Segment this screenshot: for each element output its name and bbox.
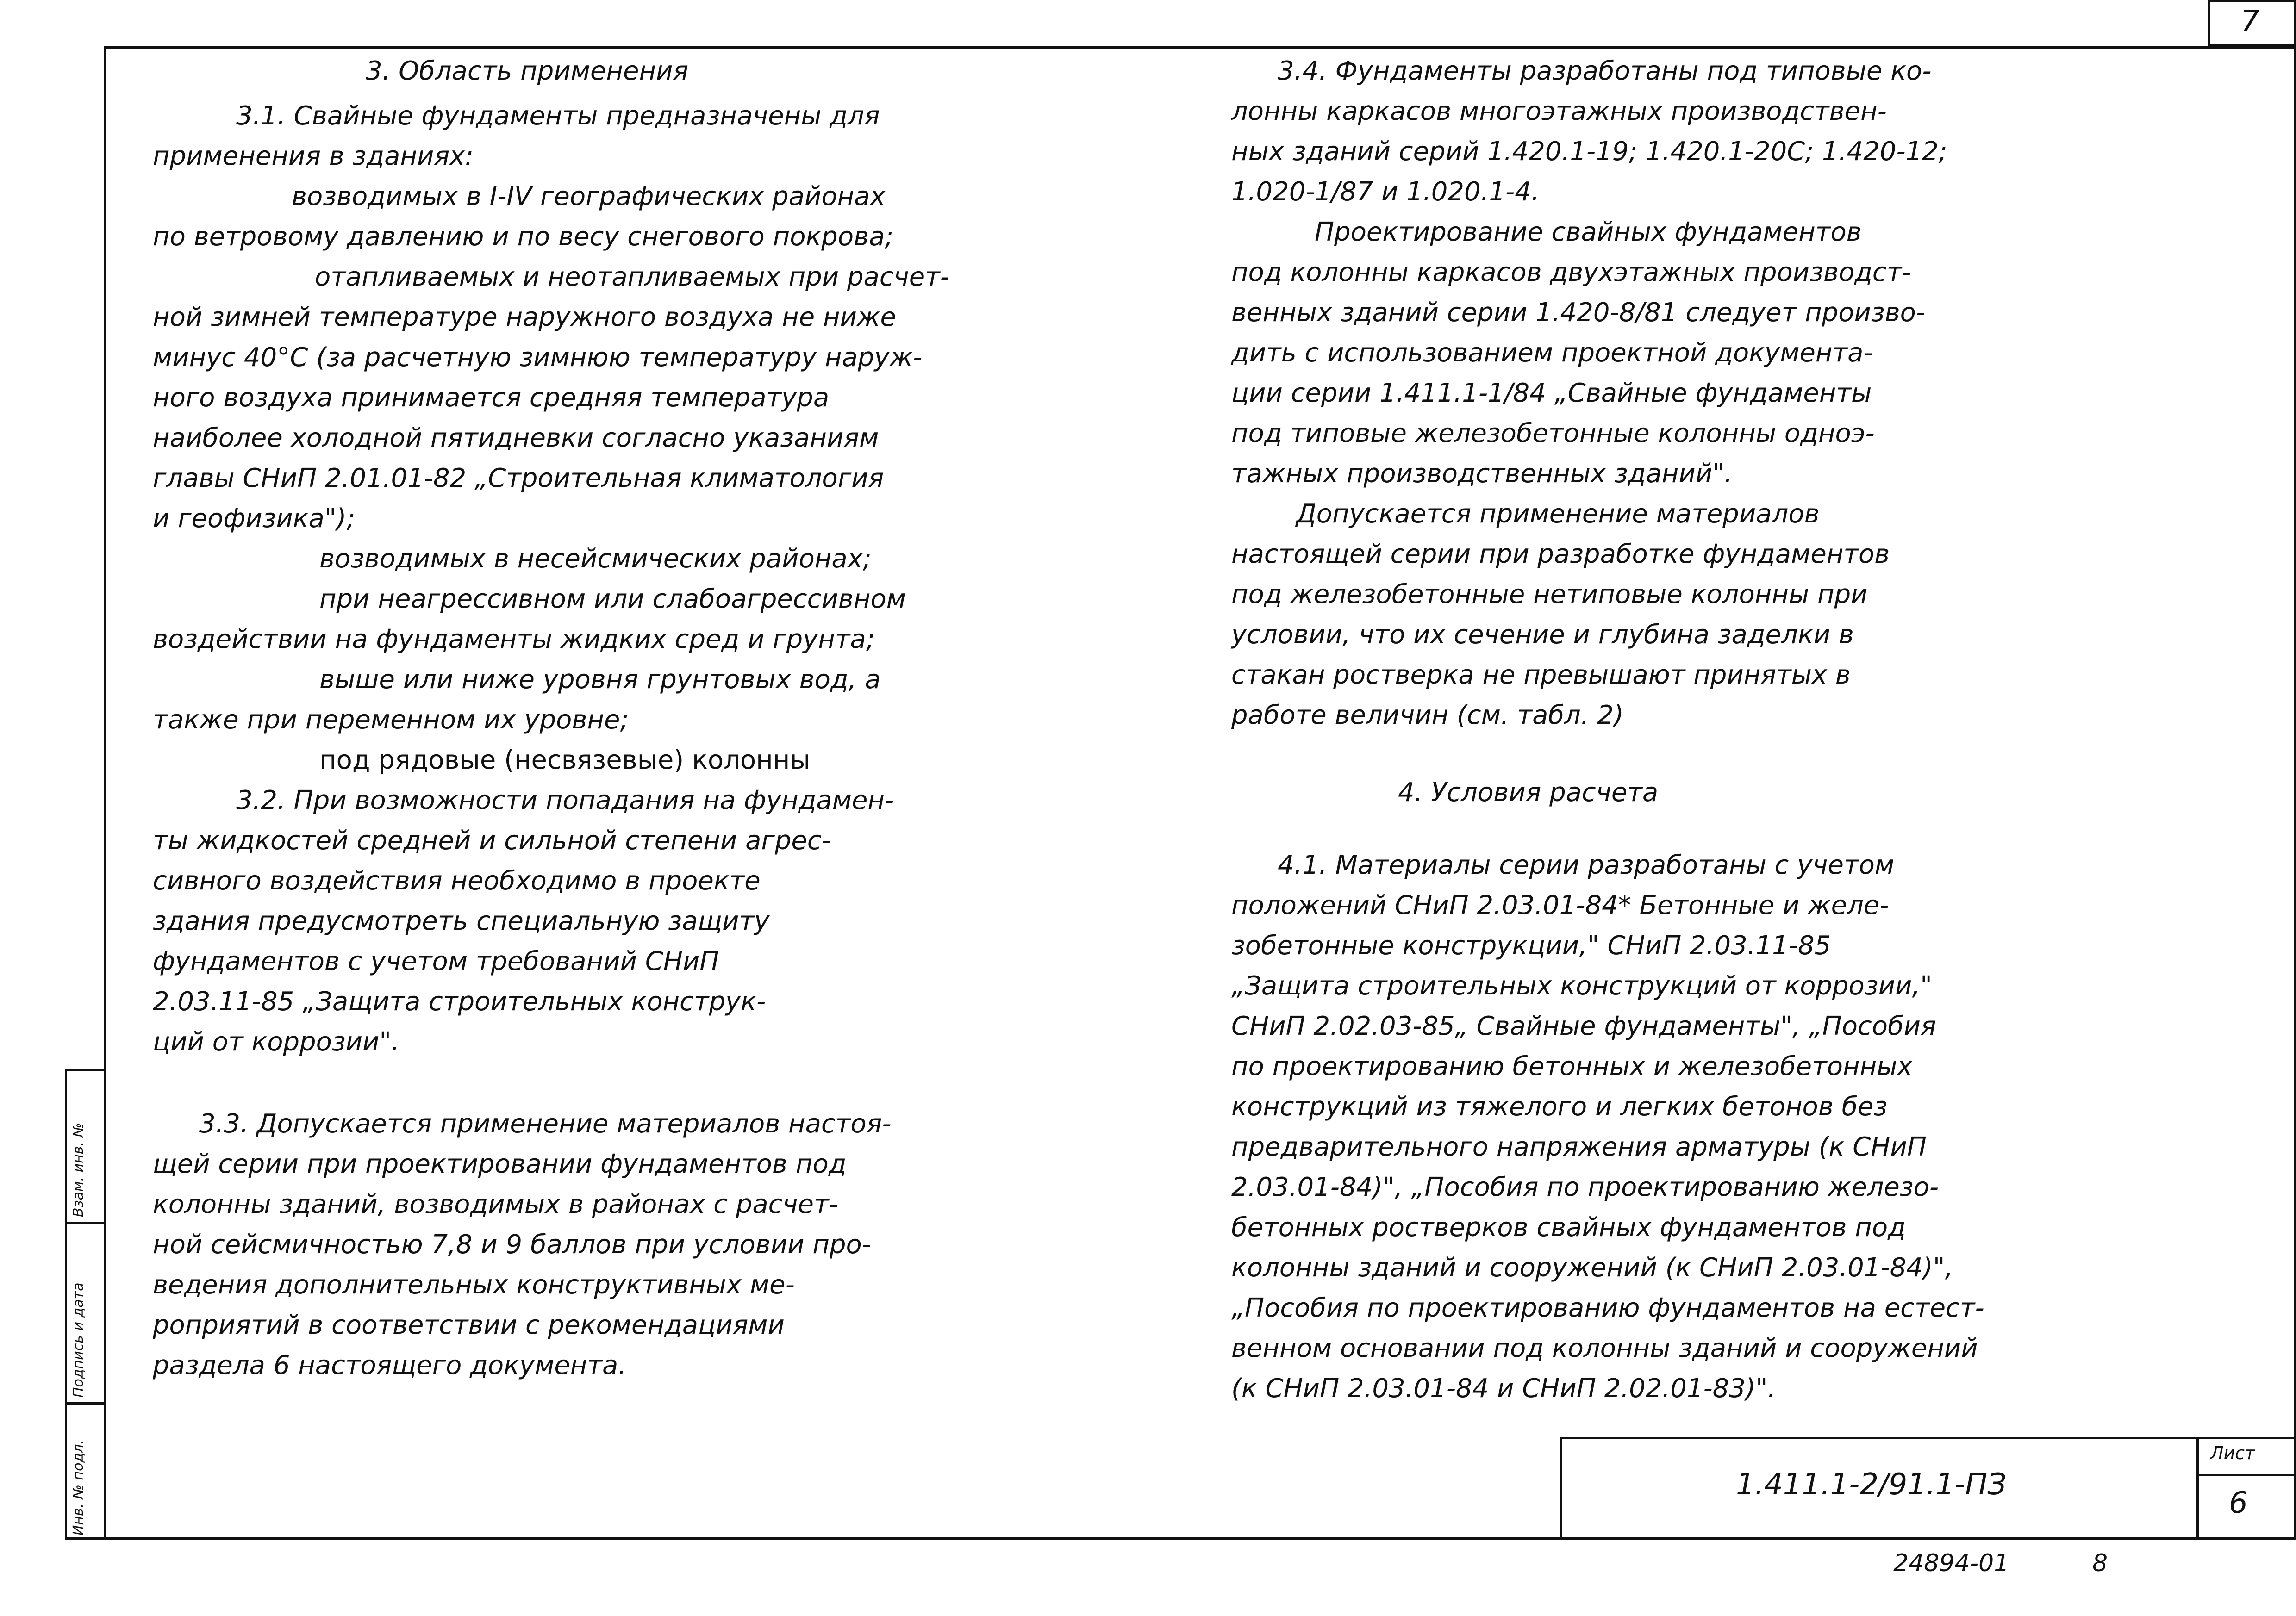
text-line: „Пособия по проектированию фундаментов на естест- — [1231, 1293, 1984, 1323]
text-line: 3.1. Свайные фундаменты предназначены для — [236, 101, 880, 131]
text-line: лонны каркасов многоэтажных производствен- — [1231, 96, 1887, 126]
text-line: колонны зданий и сооружений (к СНиП 2.03.01-84)", — [1231, 1253, 1953, 1283]
title-block-divider — [2196, 1437, 2199, 1540]
left-column — [153, 51, 1194, 1386]
text-line: раздела 6 настоящего документа. — [153, 1350, 627, 1380]
text-line: конструкций из тяжелого и легких бетонов без — [1231, 1092, 1888, 1122]
text-line: 2.03.11-85 „Защита строительных конструк- — [153, 987, 766, 1017]
text-line: также при переменном их уровне; — [153, 705, 629, 735]
sidebar-vzam-inv: Взам. инв. № — [70, 1123, 87, 1217]
sidebar-podpis-data: Подпись и дата — [70, 1282, 87, 1398]
text-line: выше или ниже уровня грунтовых вод, а — [319, 665, 881, 695]
text-line: при неагрессивном или слабоагрессивном — [319, 584, 906, 614]
text-line: настоящей серии при разработке фундаментов — [1231, 539, 1890, 569]
section-3-heading: 3. Область применения — [366, 56, 689, 86]
text-line: под рядовые (несвязевые) колонны — [319, 745, 811, 775]
text-line: работе величин (см. табл. 2) — [1231, 700, 1624, 730]
text-line: венном основании под колонны зданий и сооружений — [1231, 1333, 1978, 1363]
text-line: щей серии при проектировании фундаментов под — [153, 1149, 847, 1179]
text-line: 1.020-1/87 и 1.020.1-4. — [1231, 177, 1540, 207]
text-line: ций от коррозии". — [153, 1027, 399, 1057]
text-line: ции серии 1.411.1-1/84 „Свайные фундаменты — [1231, 378, 1872, 408]
sheet-label-sep — [2196, 1474, 2296, 1476]
text-line: ты жидкостей средней и сильной степени агрес- — [153, 826, 831, 856]
text-line: под железобетонные нетиповые колонны при — [1231, 579, 1868, 609]
text-line: 3.2. При возможности попадания на фундамен- — [236, 785, 894, 815]
text-line: отапливаемых и неотапливаемых при расчет- — [315, 262, 949, 292]
text-line: дить с использованием проектной документа- — [1231, 338, 1873, 368]
format-mark: 8 — [2092, 1549, 2108, 1577]
text-line: ведения дополнительных конструктивных ме- — [153, 1270, 795, 1300]
inventory-number: 24894-01 — [1893, 1549, 2009, 1577]
sidebar-inv-podl: Инв. № подл. — [70, 1440, 87, 1535]
text-line: по ветровому давлению и по весу снегового покрова; — [153, 222, 894, 252]
text-line: по проектированию бетонных и железобетонных — [1231, 1051, 1913, 1081]
text-line: 3.3. Допускается применение материалов настоя- — [199, 1109, 892, 1139]
text-line: СНиП 2.02.03-85„ Свайные фундаменты", „Пособия — [1231, 1011, 1936, 1041]
text-line: возводимых в несейсмических районах; — [319, 544, 872, 574]
text-line: роприятий в соответствии с рекомендациями — [153, 1310, 785, 1340]
text-line: 3.4. Фундаменты разработаны под типовые ко- — [1278, 56, 1932, 86]
text-line: условии, что их сечение и глубина заделки в — [1231, 620, 1854, 650]
text-line: ной зимней температуре наружного воздуха не ниже — [153, 302, 896, 332]
text-line: положений СНиП 2.03.01-84* Бетонные и желе- — [1231, 890, 1889, 920]
sheet-number: 6 — [2229, 1486, 2248, 1520]
text-line: здания предусмотреть специальную защиту — [153, 906, 770, 936]
text-line: „Защита строительных конструкций от коррозии," — [1231, 971, 1932, 1001]
text-line: венных зданий серии 1.420-8/81 следует произво- — [1231, 298, 1926, 328]
text-line: наиболее холодной пятидневки согласно указаниям — [153, 423, 879, 453]
text-line: Проектирование свайных фундаментов — [1315, 217, 1862, 247]
text-line: сивного воздействия необходимо в проекте — [153, 866, 761, 896]
text-line: главы СНиП 2.01.01-82 „Строительная климатология — [153, 463, 884, 493]
text-line: воздействии на фундаменты жидких сред и грунта; — [153, 624, 875, 654]
text-line: зобетонные конструкции," СНиП 2.03.11-85 — [1231, 931, 1831, 961]
text-line: под колонны каркасов двухэтажных производст- — [1231, 257, 1911, 287]
text-line: стакан ростверка не превышают принятых в — [1231, 660, 1851, 690]
sidebar-sep-1 — [65, 1222, 106, 1224]
section-4-heading: 4. Условия расчета — [1398, 777, 1659, 808]
text-line: и геофизика"); — [153, 503, 356, 534]
text-line: бетонных ростверков свайных фундаментов под — [1231, 1212, 1906, 1243]
text-line: ного воздуха принимается средняя температура — [153, 383, 830, 413]
document-code: 1.411.1-2/91.1-ПЗ — [1736, 1467, 2007, 1502]
text-line: применения в зданиях: — [153, 141, 474, 171]
text-line: предварительного напряжения арматуры (к СНиП — [1231, 1132, 1927, 1162]
text-line: возводимых в I-IV географических районах — [292, 181, 886, 211]
sidebar-sep-2 — [65, 1402, 106, 1405]
text-line: (к СНиП 2.03.01-84 и СНиП 2.02.01-83)". — [1231, 1374, 1776, 1404]
text-line: ной сейсмичностью 7,8 и 9 баллов при условии про- — [153, 1230, 872, 1260]
text-line: 2.03.01-84)", „Пособия по проектированию железо- — [1231, 1172, 1939, 1202]
text-line: под типовые железобетонные колонны одноэ- — [1231, 418, 1875, 448]
text-line: тажных производственных зданий". — [1231, 459, 1733, 489]
top-sheet-number: 7 — [2240, 5, 2259, 39]
text-line: фундаментов с учетом требований СНиП — [153, 946, 719, 976]
text-line: минус 40°С (за расчетную зимнюю температуру наруж- — [153, 342, 923, 373]
sheet-label: Лист — [2210, 1443, 2255, 1463]
text-line: Допускается применение материалов — [1296, 499, 1820, 529]
text-line: колонны зданий, возводимых в районах с расчет- — [153, 1189, 838, 1219]
text-line: 4.1. Материалы серии разработаны с учетом — [1278, 850, 1895, 880]
text-line: ных зданий серий 1.420.1-19; 1.420.1-20С; 1.420-12; — [1231, 137, 1947, 167]
right-column — [1231, 51, 2273, 1409]
